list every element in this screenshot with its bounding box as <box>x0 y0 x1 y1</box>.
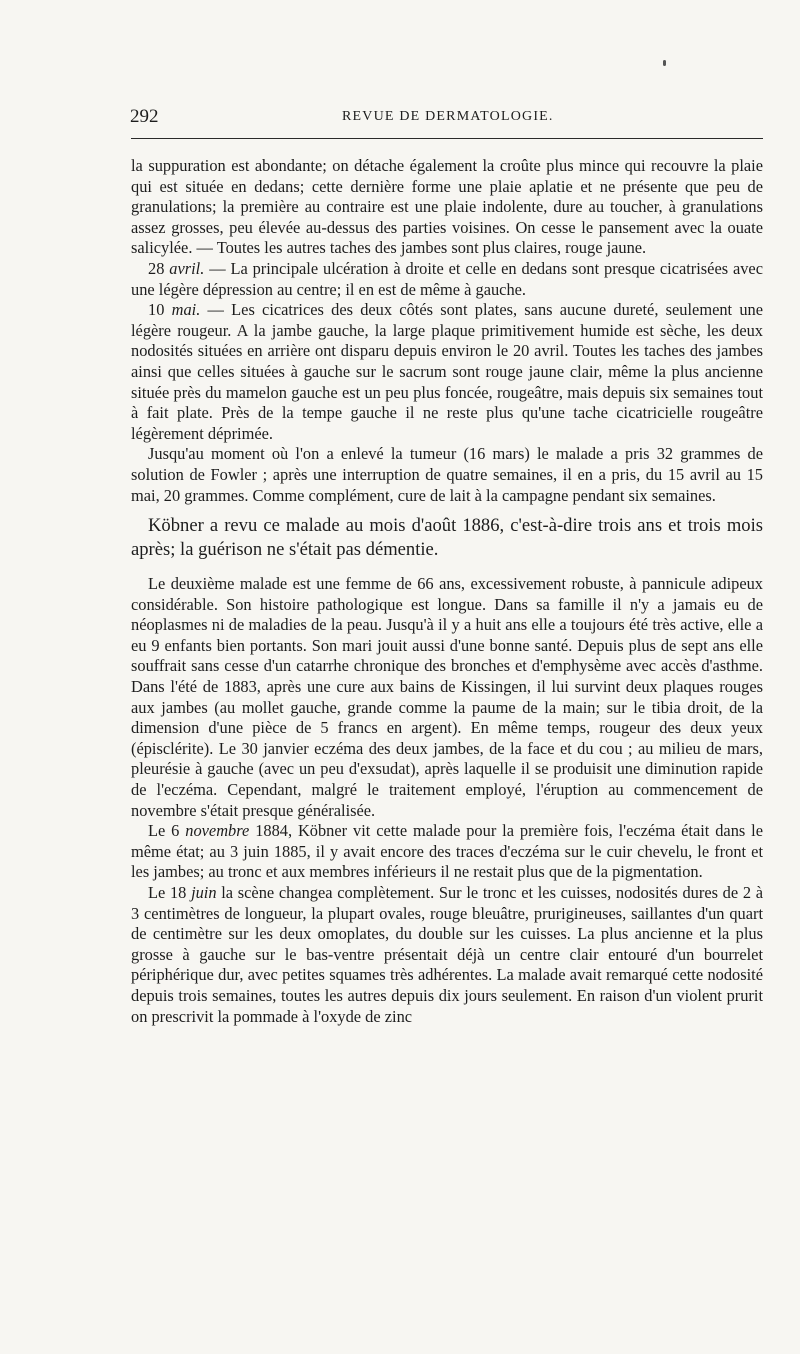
paragraph-p6 <box>131 574 763 821</box>
italic-date: juin <box>191 883 217 902</box>
text-segment: 28 <box>148 258 170 278</box>
text-segment: Le 18 <box>148 883 192 902</box>
header-rule <box>131 138 763 139</box>
text-segment: la scène changea complètement. Sur le tronc et les cuisses, nodosités dures de 2 à 3 centimètres de longueur, la plupart ovales, rouge bleuâtre, prurigineuses, saillantes d'un quart de centimètre sur les deux omoplates, du double sur les cuisses. La plus ancienne et la plus grosse à gauche sur le bas-ventre présentait déjà un centre clair entouré d'un bourrelet périphérique dur, avec petites squames très adhérentes. La malade avait remarqué cette nodosité depuis trois semaines, toutes les autres depuis dix jours seulement. En raison d'un violent prurit on prescrivit la pommade à l'oxyde de zinc <box>131 883 763 1026</box>
paragraph-p5 <box>131 514 763 562</box>
text-segment: Le deuxième malade est une femme de 66 ans, excessivement robuste, à pannicule adipeux considérable. Son histoire pathologique est longue. Dans sa famille il n'y a jamais eu de néoplasmes ni de maladies de la peau. Jusqu'à il y a huit ans elle a toujours été très active, elle a eu 9 enfants bien portants. Son mari jouit aussi d'une bonne santé. Depuis plus de sept ans elle souffrait sans cesse d'un catarrhe chronique des bronches et d'emphysème avec accès d'asthme. Dans l'été de 1883, après une cure aux bains de Kissingen, il lui survint deux plaques rouges aux jambes (au mollet gauche, grande comme la paume de la main; sur le tibia droit, de la dimension d'une pièce de 5 francs en argent). En même temps, rougeur des deux yeux (épisclérite). Le 30 janvier eczéma des deux jambes, de la face et du cou ; au milieu de mars, pleurésie à gauche (avec un peu d'exsudat), après laquelle il se produisit une diminution rapide de l'eczéma. Cependant, malgré le traitement employé, l'éruption au commencement de novembre s'était presque généralisée. <box>131 574 763 820</box>
running-title: REVUE DE DERMATOLOGIE. <box>342 109 554 124</box>
text-segment: Le 6 <box>148 821 186 841</box>
paragraph-p2 <box>131 259 763 300</box>
ink-speck <box>663 60 666 66</box>
text-segment: 1884, Köbner vit cette malade pour la première fois, l'eczéma était dans le même état; au 3 juin 1885, il y avait encore des traces d'eczéma sur le cuir chevelu, le front et les jambes; au tronc et aux membres inférieurs il ne restait plus que de la pigmentation. <box>131 821 763 882</box>
paragraph-p7 <box>131 821 763 883</box>
italic-date: novembre <box>185 821 250 841</box>
italic-date: avril. <box>169 258 205 278</box>
paragraph-p4 <box>131 444 763 506</box>
paragraph-p8 <box>131 883 763 1027</box>
text-segment: Köbner a revu ce malade au mois d'août 1886, c'est-à-dire trois ans et trois mois après; la guérison ne s'était pas démentie. <box>131 515 763 561</box>
italic-date: mai. <box>171 300 201 320</box>
text-segment: — Les cicatrices des deux côtés sont plates, sans aucune dureté, seulement une légère rougeur. A la jambe gauche, la large plaque primitivement humide est sèche, les deux nodosités situées en arrière ont disparu depuis environ le 20 avril. Toutes les taches des jambes ainsi que celles situées à gauche sur le sacrum sont rouge jaune clair, même la plus ancienne située près du mamelon gauche est un peu plus foncée, rougeâtre, mais depuis six semaines tout à fait plate. Près de la tempe gauche il ne reste plus qu'une tache cicatricielle rougeâtre légèrement déprimée. <box>131 300 763 443</box>
text-segment: Jusqu'au moment où l'on a enlevé la tumeur (16 mars) le malade a pris 32 grammes de solution de Fowler ; après une interruption de quatre semaines, il en a pris, du 15 avril au 15 mai, 20 grammes. Comme complément, cure de lait à la campagne pendant six semaines. <box>131 444 763 505</box>
paragraph-p3 <box>131 300 763 444</box>
page-header <box>130 106 762 130</box>
paragraph-p1 <box>131 156 763 259</box>
page-number: 292 <box>130 106 159 127</box>
text-segment: la suppuration est abondante; on détache également la croûte plus mince qui recouvre la plaie qui est située en dedans; cette dernière forme une plaie aplatie et ne présente que peu de granulations; la première au contraire est une plaie indolente, dure au toucher, à granulations assez grosses, peu élevée au-dessus des parties voisines. On cesse le pansement avec la ouate salicylée. — Toutes les autres taches des jambes sont plus claires, rouge jaune. <box>131 156 763 258</box>
text-segment: — La principale ulcération à droite et celle en dedans sont presque cicatrisées avec une légère dépression au centre; il en est de même à gauche. <box>131 258 763 299</box>
body-text <box>131 156 763 1027</box>
text-segment: 10 <box>148 300 172 320</box>
